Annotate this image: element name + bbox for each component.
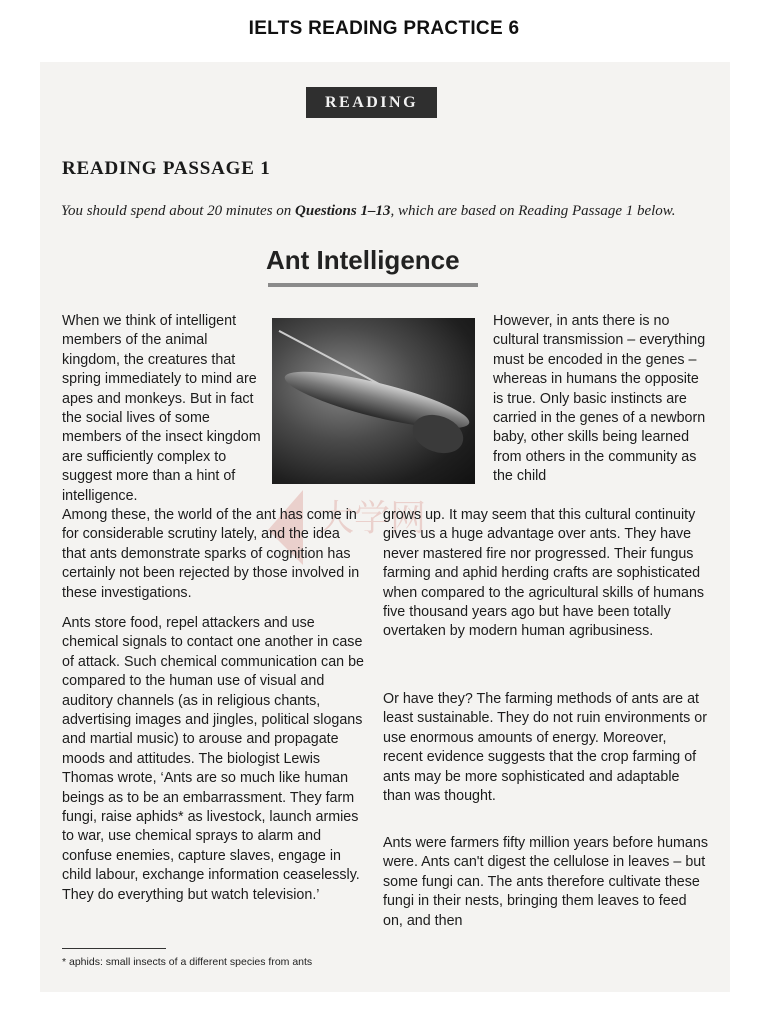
paragraph-cultural-cont xyxy=(383,506,708,642)
paragraph-chemical-text: Ants store food, repel attackers and use chemical signals to contact one another in case of attack. Such chemical communication can be compared to the human use of visual and auditory channels (as in religious chants, advertising images and jingles, political slogans and martial music) to arouse and propagate moods and attitudes. The biologist Lewis Thomas wrote, ‘Ants are so much like human beings as to be an embarrassment. They farm fungi, raise aphids* as livestock, launch armies to war, use chemical sprays to alarm and confuse enemies, capture slaves, engage in child labour, exchange information ceaselessly. They do everything but watch television.’ xyxy=(62,615,364,903)
paragraph-cultural-text: However, in ants there is no cultural transmission – everything must be encoded in the genes – whereas in humans the opposite is true. Only basic instincts are carried in the genes of a newborn baby, other skills being learned from others in the community as the child xyxy=(493,313,706,485)
paragraph-intro-cont-text: Among these, the world of the ant has come in for considerable scrutiny lately, and the idea that ants demonstrate sparks of cognition has certainly not been rejected by those involved in these investigations. xyxy=(62,507,360,601)
reading-section-tag: READING xyxy=(306,87,437,118)
article-title: Ant Intelligence xyxy=(266,245,460,275)
paragraph-intro-text: When we think of intelligent members of the animal kingdom, the creatures that spring immediately to mind are apes and monkeys. But in fact the social lives of some members of the insect kingdom are sufficiently complex to suggest more than a hint of intelligence. xyxy=(62,313,261,504)
footnote-divider xyxy=(62,948,166,949)
paragraph-fungi-text: Ants were farmers fifty million years before humans were. Ants can't digest the cellulose in leaves – but some fungi can. The ants therefore cultivate these fungi in their nests, bringing them leaves to feed on, and then xyxy=(383,835,708,929)
paragraph-cultural xyxy=(493,312,708,487)
paragraph-farming-text: Or have they? The farming methods of ants are at least sustainable. They do not ruin environments or use enormous amounts of energy. Moreover, recent evidence suggests that the crop farming of ants may be more sophisticated and adaptable than was thought. xyxy=(383,691,707,805)
passage-title: READING PASSAGE 1 xyxy=(62,158,271,179)
instructions-prefix: You should spend about 20 minutes on xyxy=(61,203,296,219)
paragraph-intro-cont xyxy=(62,506,367,603)
title-underline xyxy=(268,283,478,287)
instructions-questions: Questions 1–13 xyxy=(295,203,391,219)
ant-photo xyxy=(272,318,475,484)
paragraph-cultural-cont-text: grows up. It may seem that this cultural continuity gives us a huge advantage over ants. They have never mastered fire nor progressed. Their fungus farming and aphid herding crafts are sophisticated when compared to the agricultural skills of humans five thousand years ago but have been totally overtaken by modern human agribusiness. xyxy=(383,507,705,640)
paragraph-fungi xyxy=(383,834,708,931)
paragraph-intro xyxy=(62,312,262,506)
instructions xyxy=(61,202,701,220)
footnote: * aphids: small insects of a different species from ants xyxy=(62,956,313,968)
instructions-suffix: , which are based on Reading Passage 1 below. xyxy=(390,203,676,219)
paragraph-chemical xyxy=(62,614,367,905)
svg-text:大学网: 大学网 xyxy=(318,498,427,539)
page-header-title: IELTS READING PRACTICE 6 xyxy=(248,18,520,39)
paragraph-farming xyxy=(383,690,708,806)
